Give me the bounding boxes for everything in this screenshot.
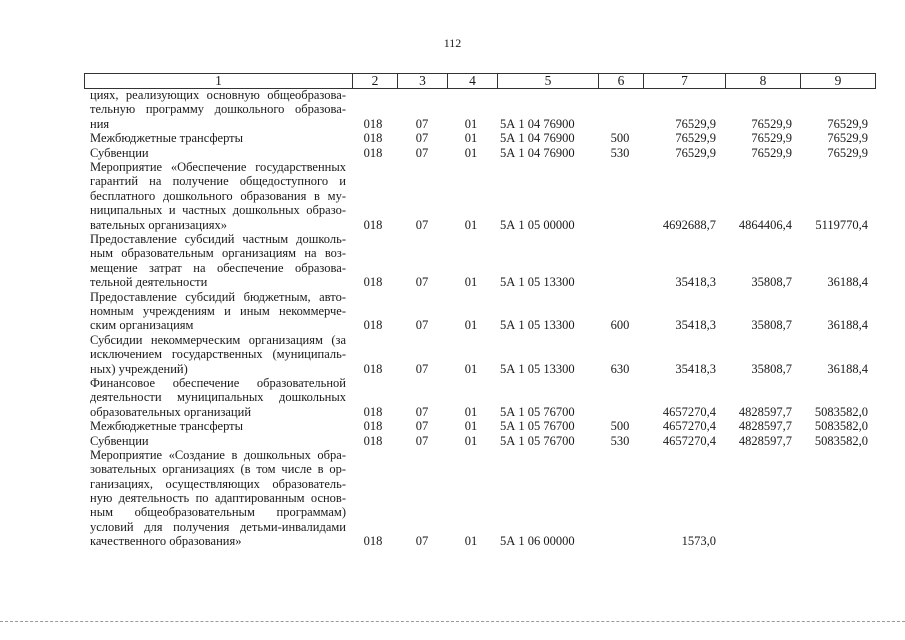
cell-c7: 1573,0 [681,534,716,549]
table-row [0,146,905,160]
table-row [0,333,905,376]
cell-c4: 01 [464,419,478,434]
row-name [90,434,346,448]
cell-c9: 5083582,0 [814,433,868,448]
cell-c4: 01 [464,116,478,131]
header-col-9: 9 [834,73,842,88]
cell-c8: 4828597,7 [738,433,792,448]
cell-c7: 4692688,7 [662,217,716,232]
page-number: 112 [443,36,462,50]
row-name-line: Субвенции [90,145,149,160]
header-col-6: 6 [599,74,644,88]
cell-c3: 07 [415,145,429,160]
cell-c9: 5083582,0 [814,404,868,419]
table-body [0,88,905,549]
row-name-line: исключением государственных (муниципаль- [90,347,346,362]
cell-c4: 01 [464,361,478,376]
cell-c7: 4657270,4 [662,404,716,419]
row-name [90,146,346,160]
row-name-line: ных) учреждений) [90,361,188,376]
cell-c7: 35418,3 [675,275,716,290]
header-col-8: 8 [726,74,801,88]
header-col-3: 3 [398,74,448,88]
cell-c4: 01 [464,145,478,160]
cell-c4: 01 [464,217,478,232]
row-name-line: ниципальных и частных дошкольных образо- [90,203,346,218]
row-name-line: ным образовательным организациям на воз- [90,246,346,261]
table-row [0,290,905,333]
table-row [0,448,905,549]
cell-c9: 36188,4 [827,318,868,333]
cell-c5: 5А 1 05 00000 [500,217,575,232]
cell-c8: 35808,7 [751,318,792,333]
cell-c2: 018 [363,145,383,160]
cell-c5: 5А 1 06 00000 [500,534,575,549]
cell-c6: 530 [610,145,630,160]
cell-c5: 5А 1 04 76900 [500,131,575,146]
row-name-line: образовательных организаций [90,404,252,419]
cell-c5: 5А 1 05 76700 [500,404,575,419]
cell-c4: 01 [464,433,478,448]
row-name [90,333,346,376]
row-name-line: тельной деятельности [90,275,208,290]
cell-c5: 5А 1 05 13300 [500,275,575,290]
row-name [90,160,346,232]
cell-c8: 4828597,7 [738,404,792,419]
cell-c2: 018 [363,116,383,131]
cell-c3: 07 [415,534,429,549]
cell-c6: 600 [610,318,630,333]
cell-c7: 76529,9 [675,145,716,160]
cell-c3: 07 [415,217,429,232]
cell-c8: 4828597,7 [738,419,792,434]
cell-c8: 35808,7 [751,361,792,376]
row-name [90,290,346,333]
header-col-7: 7 [644,74,726,88]
cell-c4: 01 [464,318,478,333]
cell-c2: 018 [363,404,383,419]
row-name-line: ния [90,116,110,131]
table-row [0,232,905,290]
header-col-1: 1 [85,74,353,88]
cell-c9: 36188,4 [827,275,868,290]
cell-c8: 76529,9 [751,131,792,146]
table-row [0,160,905,232]
cell-c7: 35418,3 [675,361,716,376]
cell-c7: 76529,9 [675,131,716,146]
row-name-line: вательных организациях» [90,217,228,232]
header-col-2: 2 [353,74,398,88]
cell-c7: 76529,9 [675,116,716,131]
cell-c7: 35418,3 [675,318,716,333]
row-name-line: деятельности муниципальных дошкольных [90,390,346,405]
row-name-line: зовательных организациях (в том числе в ор- [90,462,346,477]
cell-c4: 01 [464,275,478,290]
table-row [0,419,905,433]
cell-c2: 018 [363,534,383,549]
cell-c6: 500 [610,419,630,434]
cell-c7: 4657270,4 [662,433,716,448]
row-name [90,376,346,419]
cell-c3: 07 [415,131,429,146]
row-name-line: Финансовое обеспечение образовательной [90,375,346,390]
cell-c4: 01 [464,404,478,419]
row-name-line: Субвенции [90,433,149,448]
cell-c3: 07 [415,419,429,434]
row-name [90,448,346,549]
cell-c5: 5А 1 05 76700 [500,419,575,434]
cell-c9: 76529,9 [827,131,868,146]
cell-c9: 5119770,4 [815,217,868,232]
cell-c6: 530 [610,433,630,448]
cell-c9: 76529,9 [827,116,868,131]
row-name [90,131,346,145]
row-name-line: Межбюджетные трансферты [90,131,244,146]
table-row [0,376,905,419]
cell-c5: 5А 1 05 13300 [500,361,575,376]
cell-c5: 5А 1 04 76900 [500,116,575,131]
row-name-line: ским организациям [90,318,194,333]
table-row [0,88,905,131]
cell-c2: 018 [363,131,383,146]
row-name-line: мещение затрат на обеспечение образова- [90,260,346,275]
row-name-line: тельную программу дошкольного образова- [90,102,346,117]
row-name-line: номным учреждениям и иным некоммерче- [90,303,346,318]
row-name-line: Субсидии некоммерческим организациям (за [90,332,346,347]
cell-c9: 76529,9 [827,145,868,160]
cell-c2: 018 [363,217,383,232]
cell-c8: 76529,9 [751,116,792,131]
row-name-line: ганизациях, осуществляющих образователь- [90,476,346,491]
row-name-line: ным общеобразовательным программам) [90,505,346,520]
row-name-line: Предоставление субсидий бюджетным, авто- [90,289,346,304]
row-name-line: ную деятельность по адаптированным основ- [90,491,346,506]
cell-c2: 018 [363,433,383,448]
row-name-line: Предоставление субсидий частным дошколь- [90,231,346,246]
cell-c2: 018 [363,361,383,376]
row-name-line: циях, реализующих основную общеобразова- [90,88,346,102]
row-name-line: Межбюджетные трансферты [90,419,244,434]
row-name [90,419,346,433]
cell-c9: 36188,4 [827,361,868,376]
cell-c3: 07 [415,433,429,448]
cell-c6: 630 [610,361,630,376]
header-col-4: 4 [448,74,498,88]
cell-c8: 4864406,4 [738,217,792,232]
cell-c7: 4657270,4 [662,419,716,434]
row-name-line: Мероприятие «Обеспечение государственных [90,159,346,174]
cell-c3: 07 [415,318,429,333]
row-name-line: условий для получения детьми-инвалидами [90,519,346,534]
row-name [90,88,346,131]
cell-c5: 5А 1 05 13300 [500,318,575,333]
row-name-line: Мероприятие «Создание в дошкольных обра- [90,447,346,462]
cell-c2: 018 [363,318,383,333]
row-name-line: бесплатного дошкольного образования в му- [90,188,346,203]
row-name-line: качественного образования» [90,534,242,549]
cell-c6: 500 [610,131,630,146]
cell-c3: 07 [415,404,429,419]
table-header [84,73,876,89]
cell-c3: 07 [415,275,429,290]
cell-c2: 018 [363,419,383,434]
cell-c3: 07 [415,361,429,376]
cell-c9: 5083582,0 [814,419,868,434]
cell-c4: 01 [464,131,478,146]
cell-c2: 018 [363,275,383,290]
cell-c5: 5А 1 05 76700 [500,433,575,448]
table-row [0,434,905,448]
page-bottom-rule [0,621,905,623]
cell-c3: 07 [415,116,429,131]
header-col-5: 5 [498,74,599,88]
row-name-line: гарантий на получение общедоступного и [90,174,346,189]
cell-c4: 01 [464,534,478,549]
table-row [0,131,905,145]
cell-c8: 35808,7 [751,275,792,290]
cell-c8: 76529,9 [751,145,792,160]
row-name [90,232,346,290]
cell-c5: 5А 1 04 76900 [500,145,575,160]
